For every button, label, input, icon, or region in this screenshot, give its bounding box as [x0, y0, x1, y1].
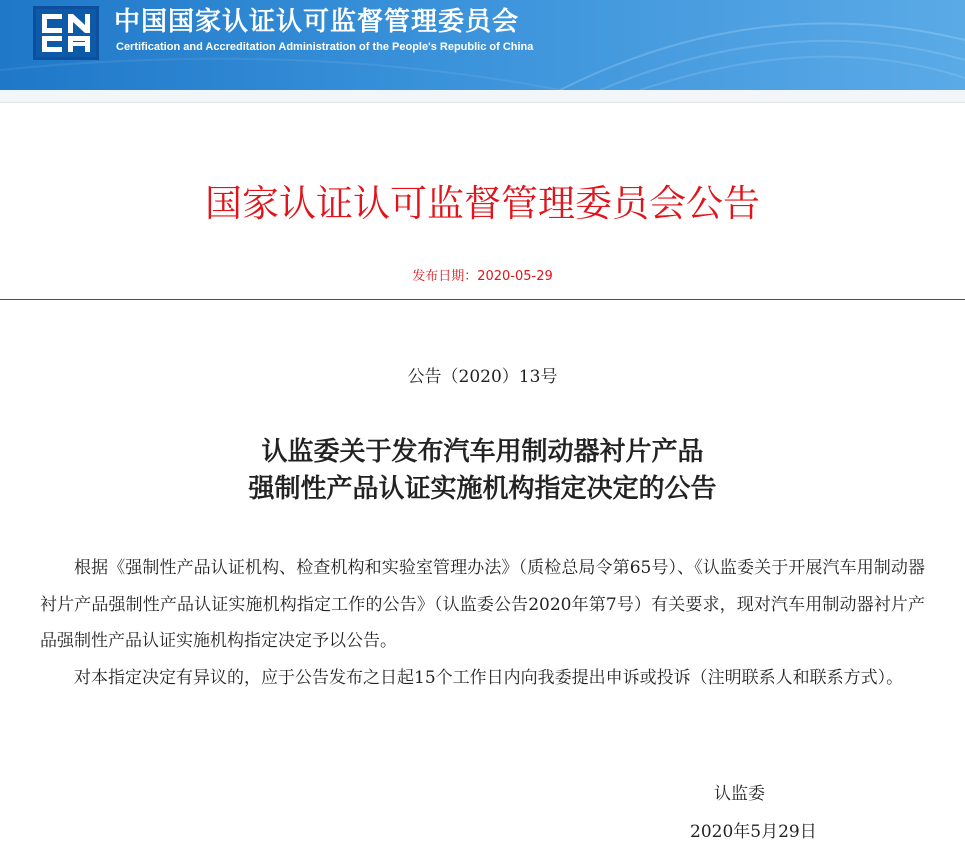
- announcement-title: [0, 434, 965, 508]
- notice-number: 公告（2020）13号: [407, 367, 558, 387]
- header-divider: [0, 90, 965, 103]
- announcement-title-line-2: 强制性产品认证实施机构指定决定的公告: [248, 474, 717, 504]
- body-paragraph-1: 根据《强制性产品认证机构、检查机构和实验室管理办法》（质检总局令第65号）、《认监委关于开展汽车用制动器衬片产品强制性产品认证实施机构指定工作的公告》（认监委公告2020年第7号）有关要求，现对汽车用制动器衬片产品强制性产品认证实施机构指定决定予以公告。: [40, 558, 925, 651]
- publish-date: 发布日期：2020-05-29: [412, 269, 553, 284]
- signature-date: 2020年5月29日: [690, 822, 817, 842]
- signature-org: 认监委: [714, 784, 765, 804]
- body-paragraph-2: 对本指定决定有异议的，应于公告发布之日起15个工作日内向我委提出申诉或投诉（注明联系人和联系方式）。: [74, 667, 904, 688]
- org-name-en: Certification and Accreditation Administration of the People's Republic of China: [116, 41, 534, 53]
- cnca-logo[interactable]: [33, 6, 99, 60]
- title-divider: [0, 299, 965, 300]
- site-header: [0, 0, 965, 90]
- org-name-cn: 中国国家认证认可监督管理委员会: [114, 7, 520, 37]
- announcement-title-line-1: 认监委关于发布汽车用制动器衬片产品: [261, 437, 704, 467]
- cnca-logo-mark: [36, 9, 96, 57]
- page-title: 国家认证认可监督管理委员会公告: [205, 182, 760, 225]
- announcement-body: [40, 550, 925, 696]
